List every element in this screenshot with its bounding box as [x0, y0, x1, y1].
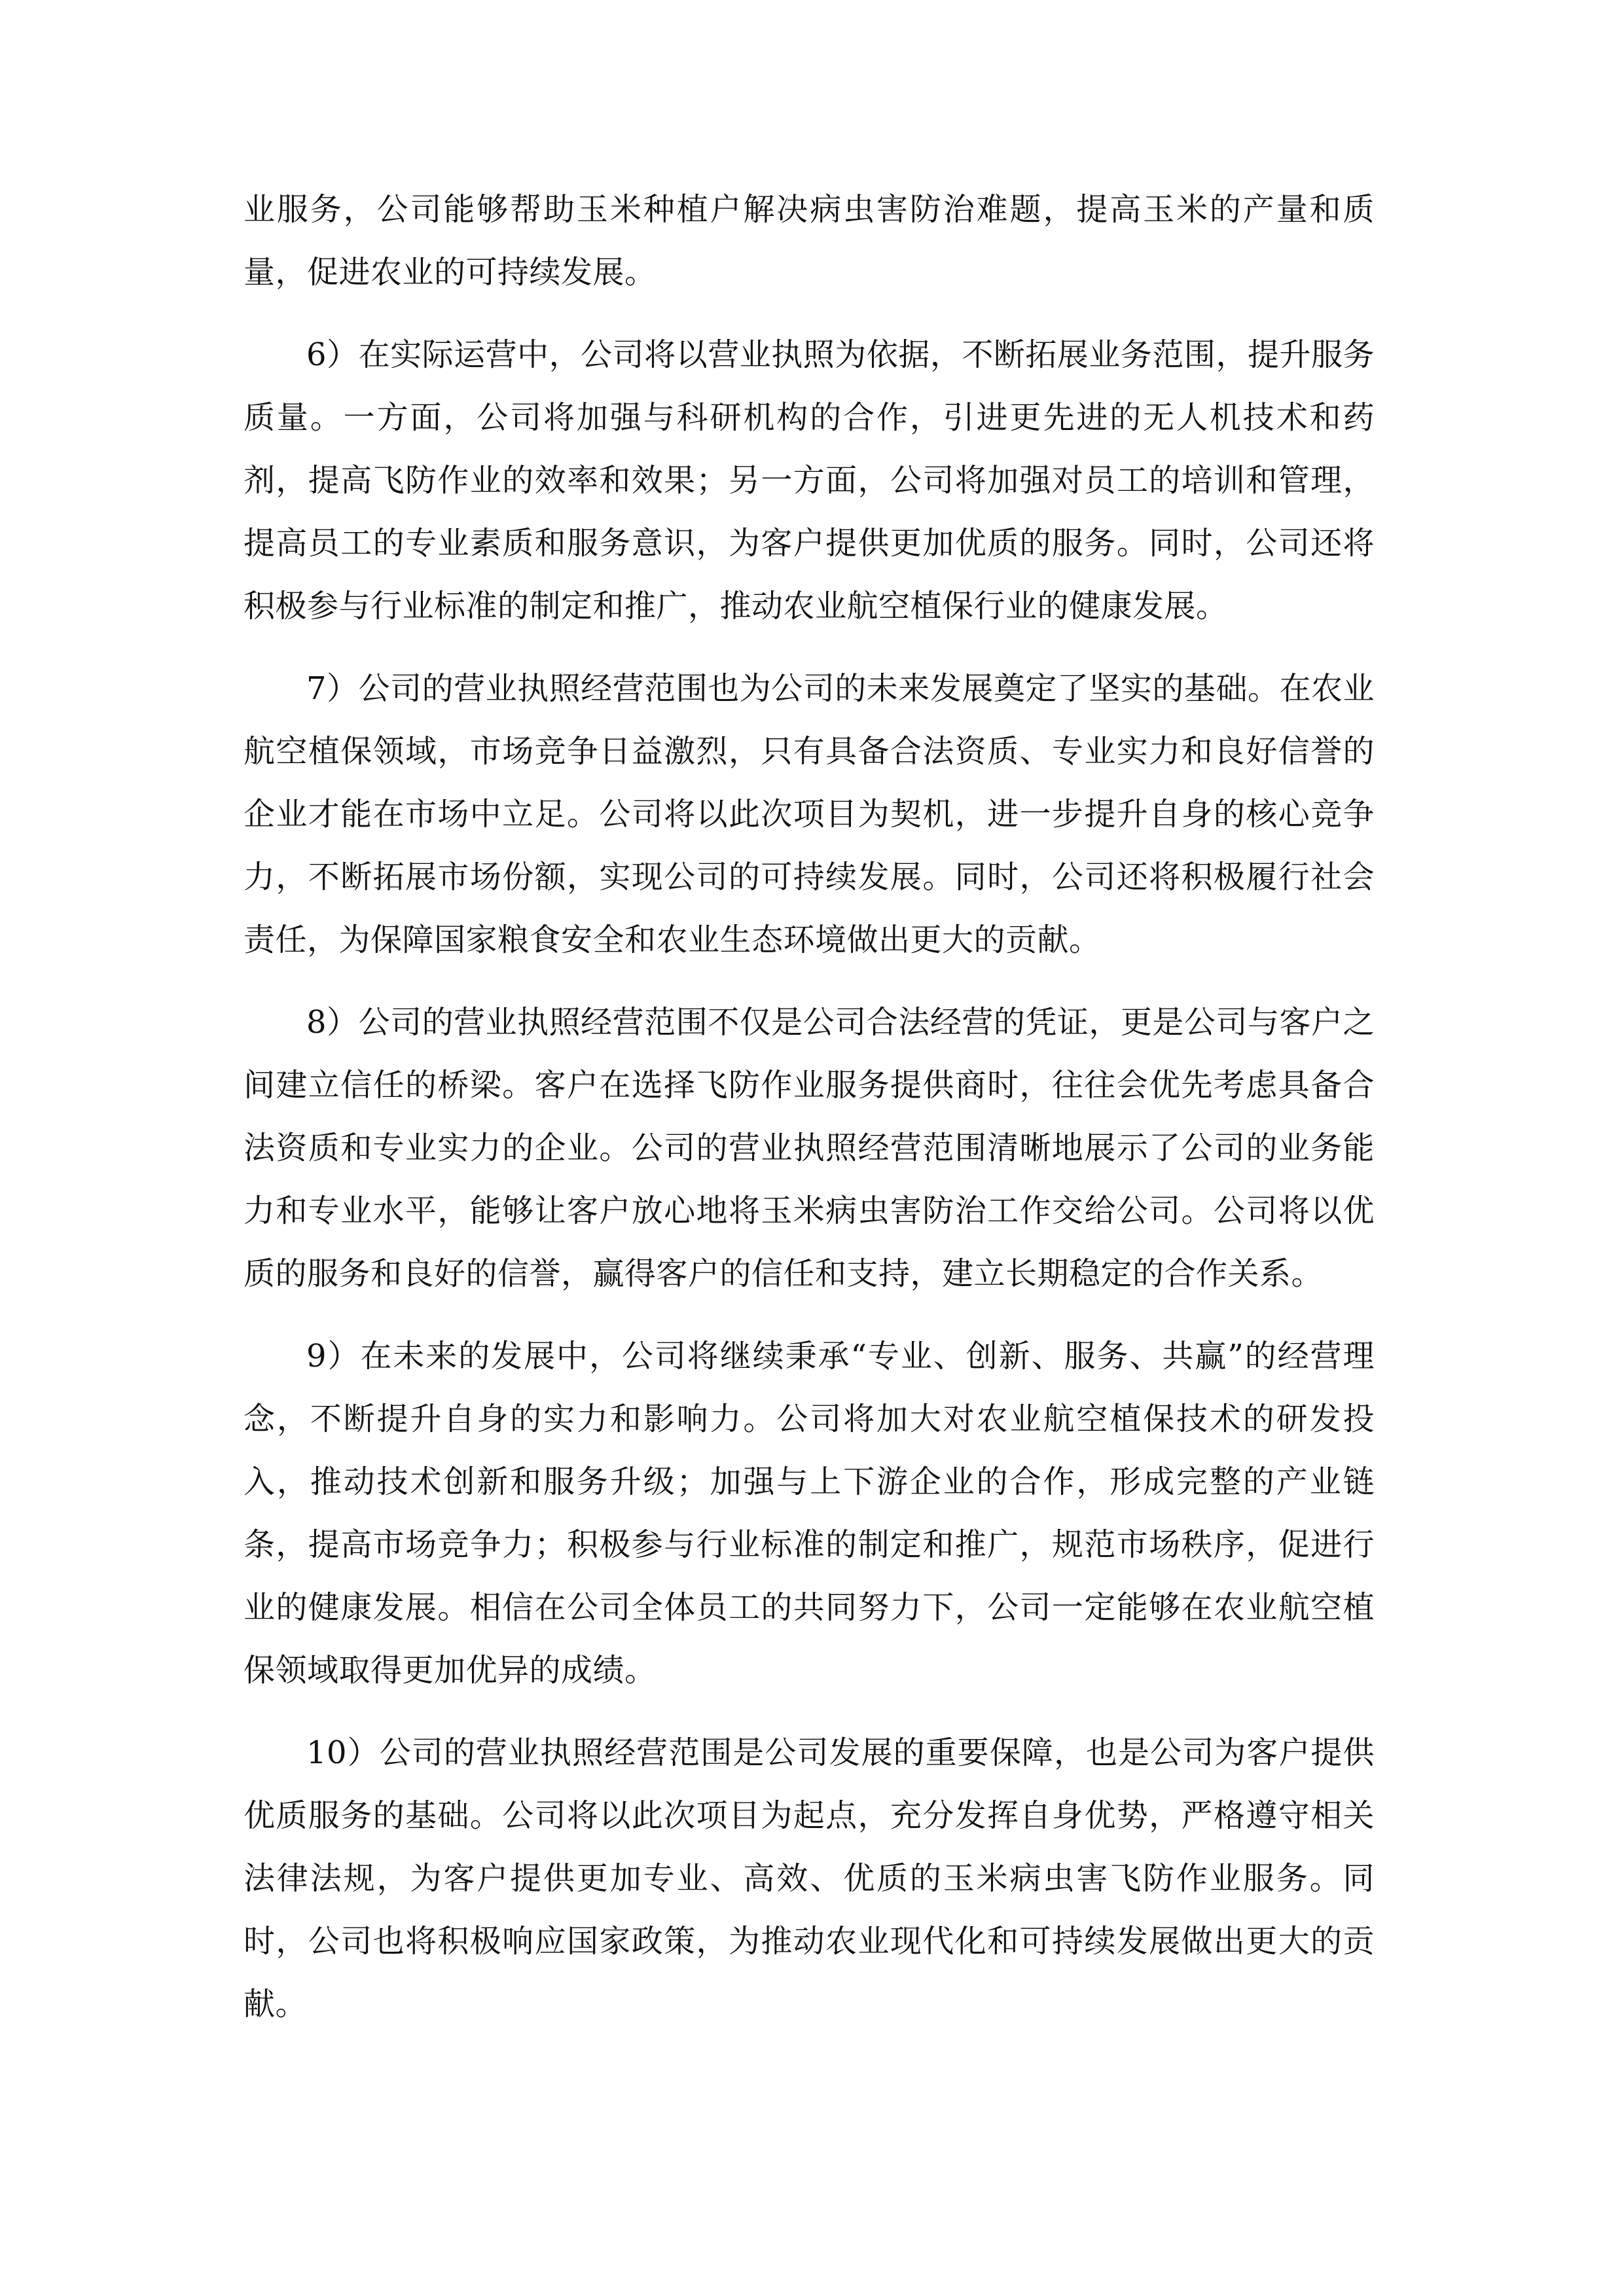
paragraph-9: 9）在未来的发展中，公司将继续秉承“专业、创新、服务、共赢”的经营理念，不断提升自身的实力和影响力。公司将加大对农业航空植保技术的研发投入，推动技术创新和服务升级；加强与上下游企业的合作，形成完整的产业链条，提高市场竞争力；积极参与行业标准的制定和推广，规范市场秩序，促进行业的健康发展。相信在公司全体员工的共同努力下，公司一定能够在农业航空植保领域取得更加优异的成绩。	[244, 1338, 1375, 1689]
paragraph-continuation: 业服务，公司能够帮助玉米种植户解决病虫害防治难题，提高玉米的产量和质量，促进农业的可持续发展。	[244, 191, 1375, 291]
body-text	[244, 178, 1375, 2055]
paragraph-7: 7）公司的营业执照经营范围也为公司的未来发展奠定了坚实的基础。在农业航空植保领域，市场竞争日益激烈，只有具备合法资质、专业实力和良好信誉的企业才能在市场中立足。公司将以此次项目为契机，进一步提升自身的核心竞争力，不断拓展市场份额，实现公司的可持续发展。同时，公司还将积极履行社会责任，为保障国家粮食安全和农业生态环境做出更大的贡献。	[244, 670, 1375, 958]
paragraph-8: 8）公司的营业执照经营范围不仅是公司合法经营的凭证，更是公司与客户之间建立信任的桥梁。客户在选择飞防作业服务提供商时，往往会优先考虑具备合法资质和专业实力的企业。公司的营业执照经营范围清晰地展示了公司的业务能力和专业水平，能够让客户放心地将玉米病虫害防治工作交给公司。公司将以优质的服务和良好的信誉，赢得客户的信任和支持，建立长期稳定的合作关系。	[244, 1004, 1375, 1292]
paragraph-10: 10）公司的营业执照经营范围是公司发展的重要保障，也是公司为客户提供优质服务的基础。公司将以此次项目为起点，充分发挥自身优势，严格遵守相关法律法规，为客户提供更加专业、高效、优质的玉米病虫害飞防作业服务。同时，公司也将积极响应国家政策，为推动农业现代化和可持续发展做出更大的贡献。	[244, 1734, 1375, 2022]
paragraph-6: 6）在实际运营中，公司将以营业执照为依据，不断拓展业务范围，提升服务质量。一方面，公司将加强与科研机构的合作，引进更先进的无人机技术和药剂，提高飞防作业的效率和效果；另一方面，公司将加强对员工的培训和管理，提高员工的专业素质和服务意识，为客户提供更加优质的服务。同时，公司还将积极参与行业标准的制定和推广，推动农业航空植保行业的健康发展。	[244, 336, 1375, 624]
